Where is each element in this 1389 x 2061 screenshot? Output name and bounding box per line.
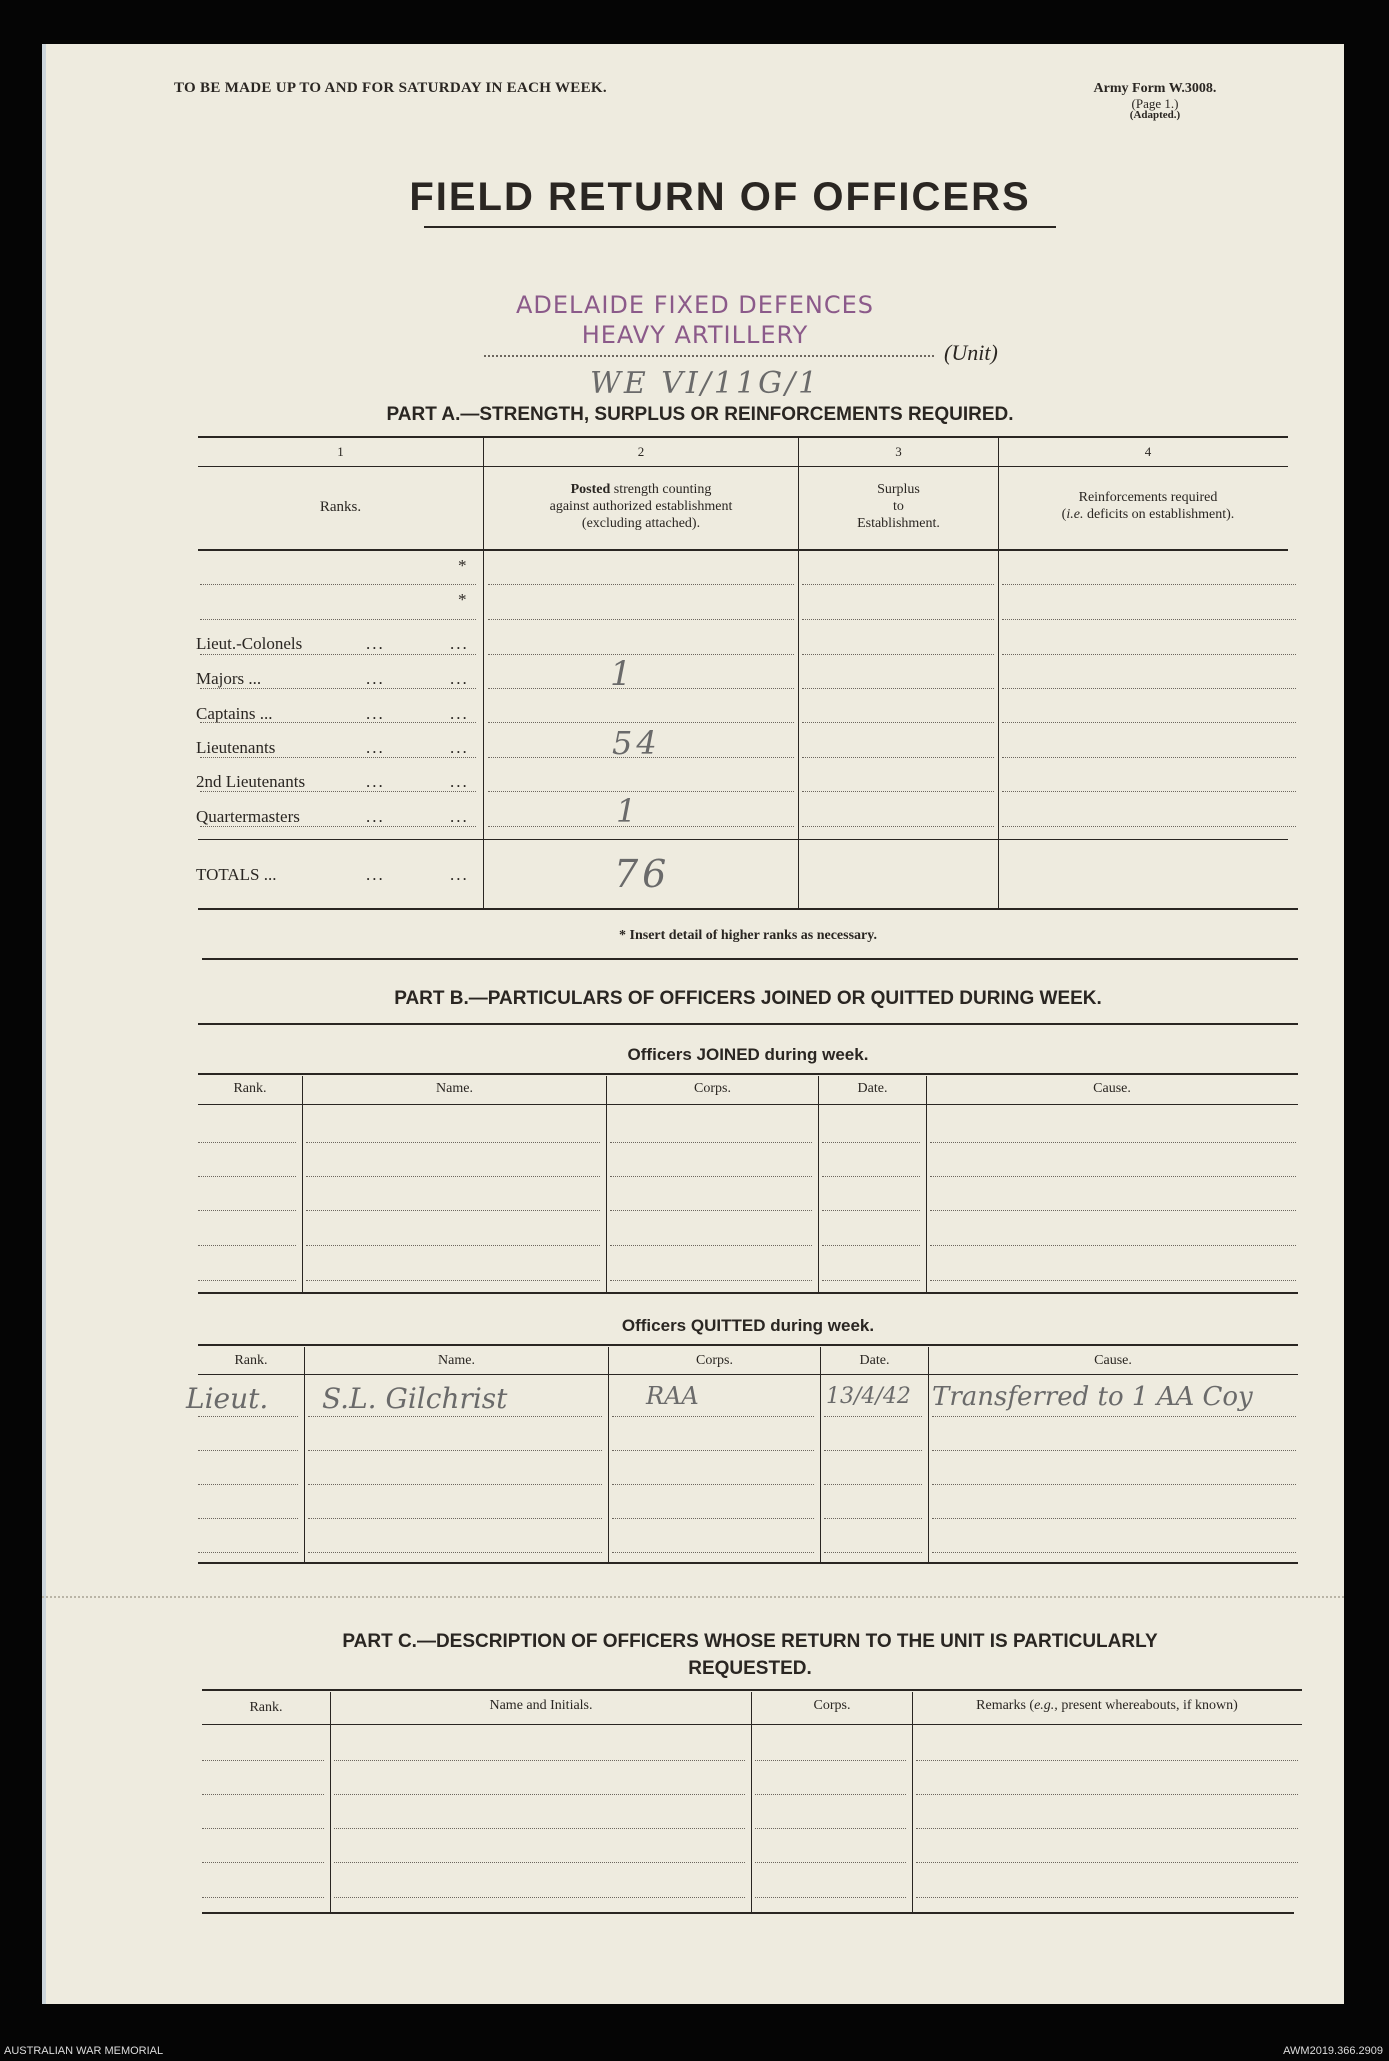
dotted-line [610, 1245, 812, 1246]
posted-line3: (excluding attached). [581, 515, 701, 531]
dotted-line [610, 1142, 812, 1143]
dotted-line [202, 1760, 324, 1761]
dotted-line [824, 1450, 922, 1451]
dotted-line [334, 1897, 745, 1898]
quitted-col-rank: Rank. [234, 1353, 268, 1368]
part-b-heading-rule [198, 1023, 1298, 1025]
leader-dots-13: ... [366, 865, 385, 884]
dotted-line [755, 1862, 906, 1863]
dotted-line [308, 1450, 602, 1451]
leader-dots-5: ... [366, 704, 385, 723]
unit-stamp-line1: ADELAIDE FIXED DEFENCES [515, 291, 875, 319]
part-c-top-rule [202, 1689, 1302, 1691]
higher-rank-star-1: * [458, 556, 467, 575]
part-c-col-remarks [913, 1698, 1301, 1715]
dotted-line [802, 619, 994, 620]
col-number-2: 2 [637, 444, 645, 459]
dotted-line [916, 1897, 1298, 1898]
leader-dots-2: ... [450, 634, 469, 653]
dotted-line [200, 791, 476, 792]
dotted-line [932, 1450, 1296, 1451]
part-c-heading-line1: PART C.—DESCRIPTION OF OFFICERS WHOSE RETURN TO THE UNIT IS PARTICULARLY [342, 1631, 1158, 1652]
page-label: (Page 1.) [1131, 95, 1179, 111]
joined-title: Officers JOINED during week. [627, 1045, 869, 1064]
leader-dots-9: ... [366, 772, 385, 791]
rank-lieutenants: Lieutenants [196, 738, 276, 757]
dotted-line [1002, 722, 1296, 723]
part-a-heading: PART A.—STRENGTH, SURPLUS OR REINFORCEMENTS REQUIRED. [386, 404, 1014, 425]
posted-rest: strength counting [613, 482, 712, 497]
leader-dots-8: ... [450, 738, 469, 757]
part-a-number-rule [198, 466, 1288, 467]
quitted-bottom-rule [198, 1562, 1298, 1564]
dotted-line [308, 1484, 602, 1485]
surplus-line1: Surplus [877, 482, 920, 497]
rank-majors: Majors ... [196, 669, 262, 688]
adapted-label: (Adapted.) [1129, 109, 1181, 122]
dotted-line [930, 1176, 1296, 1177]
archive-reference: AWM2019.366.2909 [1283, 2045, 1383, 2057]
dotted-line [822, 1210, 920, 1211]
leader-dots-12: ... [450, 807, 469, 826]
dotted-line [198, 1142, 296, 1143]
dotted-line [488, 791, 794, 792]
dotted-line [200, 584, 476, 585]
leader-dots-14: ... [450, 865, 469, 884]
dotted-line [822, 1245, 920, 1246]
totals-label: TOTALS ... [196, 865, 277, 884]
joined-col-corps: Corps. [694, 1081, 731, 1096]
dotted-line [916, 1794, 1298, 1795]
dotted-line [198, 1450, 298, 1451]
dotted-line [308, 1518, 602, 1519]
posted-quartermasters: 1 [616, 792, 637, 830]
dotted-line [306, 1142, 600, 1143]
dotted-line [198, 1552, 298, 1553]
dotted-line [755, 1897, 906, 1898]
dotted-line [612, 1518, 814, 1519]
dotted-line [198, 1518, 298, 1519]
posted-strength-header [484, 482, 798, 532]
quitted-col-cause: Cause. [1094, 1353, 1132, 1368]
part-c-col-rank: Rank. [249, 1700, 283, 1715]
rank-lieut-colonels: Lieut.-Colonels [196, 634, 303, 653]
dotted-line [198, 1176, 296, 1177]
part-c-col-name: Name and Initials. [489, 1698, 593, 1713]
part-b-heading: PART B.—PARTICULARS OF OFFICERS JOINED OR QUITTED DURING WEEK. [394, 988, 1102, 1009]
dotted-line [824, 1552, 922, 1553]
reinf-line1: Reinforcements required [1078, 490, 1218, 505]
rank-2nd-lieutenants: 2nd Lieutenants [196, 772, 306, 791]
dotted-line [198, 1280, 296, 1281]
dotted-line [755, 1794, 906, 1795]
dotted-line [610, 1176, 812, 1177]
joined-col-name: Name. [436, 1081, 473, 1096]
dotted-line [824, 1518, 922, 1519]
reinforcements-header [999, 490, 1297, 524]
dotted-line [488, 654, 794, 655]
posted-totals: 76 [614, 852, 671, 896]
dotted-line [610, 1210, 812, 1211]
dotted-line [930, 1245, 1296, 1246]
surplus-line3: Establishment. [857, 515, 940, 531]
dotted-line [612, 1416, 814, 1417]
dotted-line [932, 1552, 1296, 1553]
joined-col-cause: Cause. [1093, 1081, 1131, 1096]
dotted-line [1002, 619, 1296, 620]
dotted-line [200, 619, 476, 620]
dotted-line [1002, 826, 1296, 827]
col-number-1: 1 [337, 444, 344, 459]
dotted-line [802, 791, 994, 792]
posted-lieutenants: 54 [612, 724, 661, 762]
part-c-divider-2 [751, 1692, 752, 1913]
part-a-header-rule [198, 549, 1288, 551]
leader-dots-10: ... [450, 772, 469, 791]
joined-bottom-rule [198, 1292, 1298, 1294]
dotted-line [488, 826, 794, 827]
dotted-line [610, 1280, 812, 1281]
quitted-entry-corps: RAA [646, 1382, 699, 1410]
posted-majors: 1 [610, 654, 632, 694]
remarks-italic: e.g., [1034, 1698, 1058, 1713]
quitted-entry-name: S.L. Gilchrist [322, 1382, 508, 1415]
leader-dots-4: ... [450, 669, 469, 688]
joined-top-rule [198, 1073, 1298, 1075]
dotted-line [930, 1280, 1296, 1281]
quitted-title: Officers QUITTED during week. [621, 1316, 875, 1335]
joined-header-rule [198, 1104, 1298, 1105]
part-c-divider-1 [330, 1692, 331, 1913]
col-number-3: 3 [895, 444, 902, 459]
part-a-bottom-rule [198, 908, 1298, 910]
surplus-header [799, 482, 998, 532]
quitted-divider-1 [304, 1347, 305, 1563]
dotted-line [802, 584, 994, 585]
dotted-line [916, 1862, 1298, 1863]
joined-divider-2 [606, 1076, 607, 1293]
unit-label: (Unit) [944, 340, 998, 365]
dotted-line [1002, 654, 1296, 655]
part-c-divider-3 [912, 1692, 913, 1913]
dotted-line [334, 1862, 745, 1863]
reinf-italic: i.e. [1066, 506, 1084, 522]
dotted-line [306, 1176, 600, 1177]
surplus-line2: to [893, 498, 904, 514]
dotted-line [488, 757, 794, 758]
archive-credit: AUSTRALIAN WAR MEMORIAL [4, 2045, 164, 2057]
quitted-col-corps: Corps. [696, 1353, 733, 1368]
reinf-pre: ( [1061, 506, 1067, 522]
weekly-instruction: TO BE MADE UP TO AND FOR SATURDAY IN EACH WEEK. [174, 80, 607, 96]
quitted-top-rule [198, 1344, 1298, 1346]
quitted-entry-cause: Transferred to 1 AA Coy [932, 1382, 1253, 1412]
dotted-line [202, 1862, 324, 1863]
dotted-line [334, 1828, 745, 1829]
reinf-post: deficits on establishment). [1083, 506, 1235, 522]
dotted-line [930, 1142, 1296, 1143]
dotted-line [200, 826, 476, 827]
joined-col-date: Date. [857, 1081, 888, 1096]
dotted-line [824, 1416, 922, 1417]
dotted-line [802, 757, 994, 758]
part-a-totals-rule [198, 839, 1288, 840]
remarks-post: present whereabouts, if known) [1057, 1698, 1238, 1713]
dotted-line [824, 1484, 922, 1485]
joined-divider-3 [818, 1076, 819, 1293]
dotted-line [200, 654, 476, 655]
dotted-line [802, 722, 994, 723]
dotted-line [612, 1484, 814, 1485]
title-underline [424, 226, 1056, 228]
dotted-line [1002, 688, 1296, 689]
dotted-line [306, 1280, 600, 1281]
dotted-line [755, 1760, 906, 1761]
dotted-line [1002, 584, 1296, 585]
dotted-line [306, 1245, 600, 1246]
dotted-line [802, 688, 994, 689]
posted-bold: Posted [570, 482, 611, 497]
dotted-line [200, 688, 476, 689]
dotted-line [198, 1245, 296, 1246]
dotted-line [488, 688, 794, 689]
dotted-line [1002, 791, 1296, 792]
form-number-block [1070, 82, 1240, 122]
higher-rank-star-2: * [458, 590, 467, 609]
part-c-heading-line2: REQUESTED. [688, 1658, 812, 1679]
part-a-footnote-rule [202, 958, 1298, 960]
remarks-pre: Remarks ( [976, 1698, 1035, 1713]
leader-dots-6: ... [450, 704, 469, 723]
quitted-entry-date: 13/4/42 [826, 1384, 911, 1409]
leader-dots-1: ... [366, 634, 385, 653]
we-annotation: WE VI/11G/1 [590, 366, 821, 401]
leader-dots-11: ... [366, 807, 385, 826]
part-c-heading [200, 1628, 1300, 1682]
dotted-line [200, 722, 476, 723]
quitted-col-name: Name. [438, 1353, 475, 1368]
quitted-divider-3 [820, 1347, 821, 1563]
dotted-line [932, 1518, 1296, 1519]
dotted-line [932, 1416, 1296, 1417]
dotted-line [488, 722, 794, 723]
dotted-line [822, 1176, 920, 1177]
part-c-bottom-rule [202, 1912, 1294, 1914]
joined-divider-1 [302, 1076, 303, 1293]
dotted-line [308, 1416, 602, 1417]
dotted-line [822, 1280, 920, 1281]
quitted-entry-rank: Lieut. [186, 1382, 269, 1415]
quitted-col-date: Date. [859, 1353, 890, 1368]
posted-line2: against authorized establishment [549, 498, 733, 514]
quitted-divider-2 [608, 1347, 609, 1563]
leader-dots-3: ... [366, 669, 385, 688]
col-number-4: 4 [1144, 444, 1152, 459]
dotted-line [802, 654, 994, 655]
dotted-line [308, 1552, 602, 1553]
page-title: FIELD RETURN OF OFFICERS [409, 175, 1031, 219]
unit-stamp [480, 290, 910, 350]
leader-dots-7: ... [366, 738, 385, 757]
form-number: Army Form W.3008. [1093, 81, 1217, 96]
joined-col-rank: Rank. [233, 1081, 267, 1096]
rank-captains: Captains ... [196, 704, 273, 723]
dotted-line [334, 1760, 745, 1761]
dotted-line [930, 1210, 1296, 1211]
joined-divider-4 [926, 1076, 927, 1293]
part-a-footnote: * Insert detail of higher ranks as necessary. [619, 928, 877, 943]
dotted-line [822, 1142, 920, 1143]
dotted-line [755, 1828, 906, 1829]
rank-quartermasters: Quartermasters [196, 807, 300, 826]
perforation-line [42, 1596, 1344, 1598]
dotted-line [612, 1450, 814, 1451]
part-c-header-rule [202, 1724, 1302, 1725]
dotted-line [200, 757, 476, 758]
dotted-line [202, 1828, 324, 1829]
dotted-line [916, 1760, 1298, 1761]
dotted-line [202, 1794, 324, 1795]
dotted-line [932, 1484, 1296, 1485]
unit-stamp-line2: HEAVY ARTILLERY [581, 321, 809, 349]
ranks-header: Ranks. [319, 499, 362, 515]
part-a-top-rule [198, 436, 1288, 438]
dotted-line [198, 1484, 298, 1485]
dotted-line [802, 826, 994, 827]
unit-field-line [484, 355, 934, 357]
dotted-line [488, 584, 794, 585]
quitted-header-rule [198, 1374, 1298, 1375]
dotted-line [612, 1552, 814, 1553]
dotted-line [334, 1794, 745, 1795]
dotted-line [1002, 757, 1296, 758]
quitted-divider-4 [928, 1347, 929, 1563]
dotted-line [202, 1897, 324, 1898]
dotted-line [306, 1210, 600, 1211]
dotted-line [198, 1210, 296, 1211]
part-c-col-corps: Corps. [813, 1698, 851, 1713]
dotted-line [198, 1416, 298, 1417]
dotted-line [488, 619, 794, 620]
dotted-line [916, 1828, 1298, 1829]
